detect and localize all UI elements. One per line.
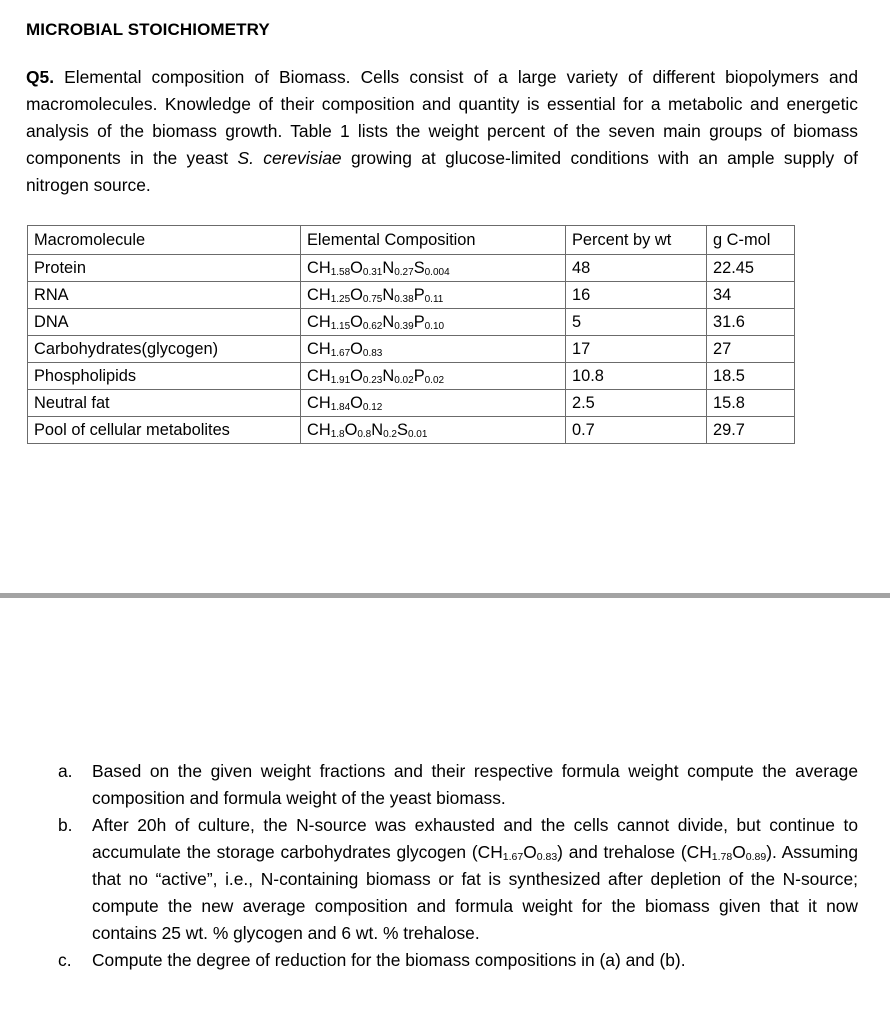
formula-subscript: 1.91 (330, 375, 351, 386)
formula-element: S (413, 259, 425, 277)
formula-subscript: 0.31 (362, 267, 383, 278)
question-text-2: growing at glucose-limited conditions with an ample supply of nitrogen source. (26, 148, 859, 195)
question-intro (26, 64, 858, 199)
formula-element: P (413, 286, 425, 304)
g-c-mol-cell: 27 (707, 336, 795, 363)
table-row (28, 255, 795, 282)
percent-by-wt-cell: 0.7 (566, 417, 707, 444)
macromolecule-cell: Protein (28, 255, 301, 282)
formula-element: O (350, 286, 363, 304)
formula-element: N (371, 421, 384, 439)
formula-element: O (350, 367, 363, 385)
formula-element: O (350, 259, 363, 277)
formula-element: CH (307, 421, 331, 439)
species-name: S. cerevisiae (237, 148, 342, 168)
header-percent-by-wt: Percent by wt (566, 226, 707, 255)
formula-element: CH (477, 842, 503, 862)
formula-subscript: 1.15 (330, 321, 351, 332)
formula-subscript: 1.67 (330, 348, 351, 359)
part-b-marker: b. (58, 815, 73, 835)
part-c (48, 947, 858, 974)
formula-element: CH (307, 394, 331, 412)
formula-subscript: 0.8 (357, 429, 372, 440)
formula-subscript: 0.27 (394, 267, 414, 278)
elemental-composition-cell (301, 309, 566, 336)
macromolecule-cell: Pool of cellular metabolites (28, 417, 301, 444)
table-header-row (28, 226, 795, 255)
formula-element: CH (307, 286, 331, 304)
part-c-text: Compute the degree of reduction for the biomass compositions in (a) and (b). (92, 950, 686, 970)
formula-element: CH (307, 259, 331, 277)
formula-subscript: 0.62 (362, 321, 383, 332)
formula-subscript: 1.25 (330, 294, 351, 305)
formula-element: O (350, 394, 363, 412)
formula-element: O (523, 842, 537, 862)
section-heading: MICROBIAL STOICHIOMETRY (26, 20, 270, 39)
formula-element: N (382, 259, 395, 277)
elemental-composition-cell (301, 363, 566, 390)
percent-by-wt-cell: 48 (566, 255, 707, 282)
elemental-composition-cell (301, 282, 566, 309)
table-row (28, 336, 795, 363)
part-c-marker: c. (58, 950, 72, 970)
g-c-mol-cell: 31.6 (707, 309, 795, 336)
formula-subscript: 1.58 (330, 267, 351, 278)
formula-subscript: 0.83 (362, 348, 383, 359)
header-macromolecule: Macromolecule (28, 226, 301, 255)
g-c-mol-cell: 22.45 (707, 255, 795, 282)
elemental-composition-cell (301, 417, 566, 444)
formula-element: CH (686, 842, 712, 862)
formula-element: CH (307, 367, 331, 385)
formula-element: O (732, 842, 746, 862)
formula-element: P (413, 313, 425, 331)
formula-subscript: 0.89 (745, 851, 767, 863)
formula-element: N (382, 286, 395, 304)
formula-subscript: 0.75 (362, 294, 383, 305)
part-a-text: Based on the given weight fractions and their respective formula weight compute the average composition and formula weight of the yeast biomass. (92, 761, 858, 808)
percent-by-wt-cell: 2.5 (566, 390, 707, 417)
header-elemental-composition: Elemental Composition (301, 226, 566, 255)
header-g-c-mol: g C-mol (707, 226, 795, 255)
elemental-composition-cell (301, 336, 566, 363)
section-divider (0, 593, 890, 598)
percent-by-wt-cell: 17 (566, 336, 707, 363)
table-row (28, 282, 795, 309)
composition-table (27, 225, 795, 444)
formula-element: P (413, 367, 425, 385)
formula-element: N (382, 367, 395, 385)
g-c-mol-cell: 29.7 (707, 417, 795, 444)
formula-subscript: 0.2 (383, 429, 397, 440)
formula-subscript: 0.02 (424, 375, 445, 386)
table-row (28, 363, 795, 390)
macromolecule-cell: DNA (28, 309, 301, 336)
g-c-mol-cell: 34 (707, 282, 795, 309)
elemental-composition-cell (301, 390, 566, 417)
question-text-1: Elemental composition of Biomass. Cells consist of a large variety of different biopolymers and macromolecules. Knowledge of their composition and quantity is essential for a metabolic and energetic analysis of the biomass growth. Table 1 lists the weight percent of the seven main groups of biomass components in the yeast (26, 67, 858, 168)
table-row (28, 417, 795, 444)
formula-subscript: 1.8 (330, 429, 345, 440)
part-b (48, 812, 858, 947)
formula-subscript: 0.23 (362, 375, 383, 386)
percent-by-wt-cell: 16 (566, 282, 707, 309)
percent-by-wt-cell: 5 (566, 309, 707, 336)
formula-element: O (350, 313, 363, 331)
percent-by-wt-cell: 10.8 (566, 363, 707, 390)
formula-subscript: 0.38 (394, 294, 414, 305)
formula-element: O (350, 340, 363, 358)
formula-subscript: 0.83 (536, 851, 558, 863)
part-a (48, 758, 858, 812)
part-b-text-1: After 20h of culture, the N-source was exhausted and the cells cannot divide, but continue to accumulate the storage carbohydrates glycogen ( (92, 815, 858, 862)
macromolecule-cell: Neutral fat (28, 390, 301, 417)
formula-subscript: 0.02 (394, 375, 414, 386)
formula-subscript: 0.11 (424, 294, 444, 305)
elemental-composition-cell (301, 255, 566, 282)
glycogen-formula (478, 842, 558, 862)
formula-subscript: 0.12 (362, 402, 383, 413)
formula-element: N (382, 313, 395, 331)
g-c-mol-cell: 18.5 (707, 363, 795, 390)
macromolecule-cell: RNA (28, 282, 301, 309)
formula-subscript: 0.10 (424, 321, 445, 332)
question-number: Q5. (26, 67, 55, 87)
part-a-marker: a. (58, 761, 73, 781)
formula-subscript: 0.01 (407, 429, 428, 440)
table-row (28, 309, 795, 336)
formula-subscript: 0.004 (424, 267, 450, 278)
formula-subscript: 1.78 (711, 851, 733, 863)
part-b-text-2: ) and trehalose ( (557, 842, 687, 862)
macromolecule-cell: Carbohydrates(glycogen) (28, 336, 301, 363)
formula-element: O (344, 421, 358, 439)
table-row (28, 390, 795, 417)
macromolecule-cell: Phospholipids (28, 363, 301, 390)
formula-subscript: 0.39 (394, 321, 414, 332)
formula-subscript: 1.67 (502, 851, 524, 863)
formula-subscript: 1.84 (330, 402, 351, 413)
g-c-mol-cell: 15.8 (707, 390, 795, 417)
formula-element: S (397, 421, 408, 439)
formula-element: CH (307, 313, 331, 331)
trehalose-formula (687, 842, 767, 862)
formula-element: CH (307, 340, 331, 358)
part-b-text-3: ). Assuming that no “active”, i.e., N-containing biomass or fat is synthesized after depletion of the N-source; compute the new average composition and formula weight for the biomass given that it now contains 25 wt. % glycogen and 6 wt. % trehalose. (92, 842, 858, 943)
question-parts-list (48, 758, 858, 974)
